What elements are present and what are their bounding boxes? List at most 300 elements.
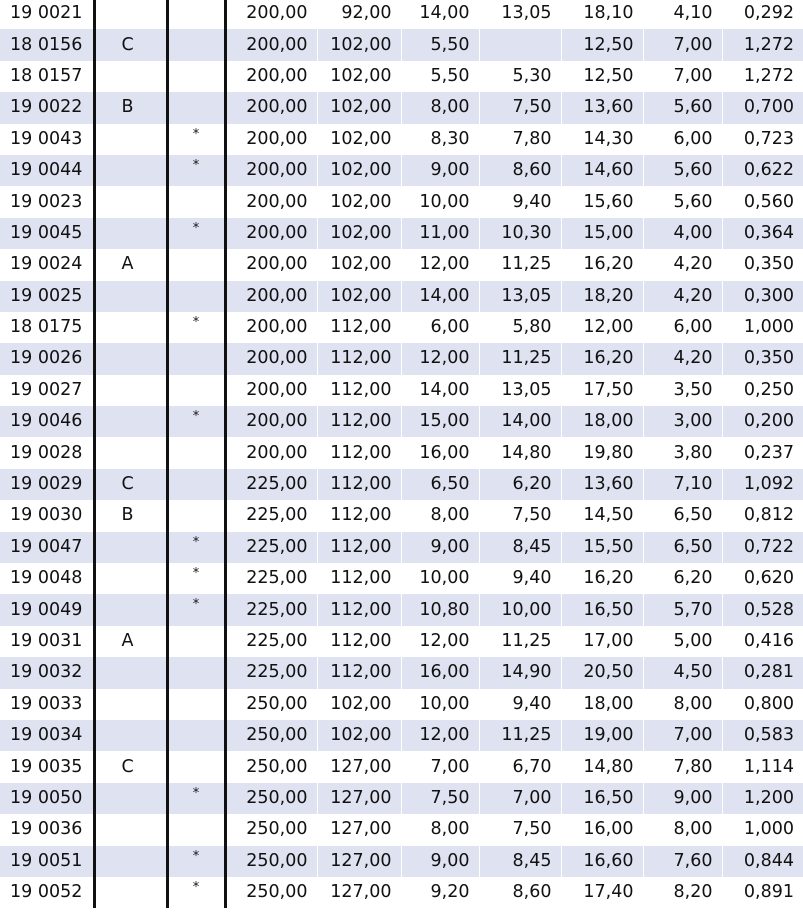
dim-d-cell: 14,90 bbox=[479, 657, 561, 688]
table-row bbox=[0, 469, 803, 500]
grade-class-cell bbox=[94, 814, 167, 845]
table-row bbox=[0, 406, 803, 437]
item-code-cell: 19 0044 bbox=[0, 155, 94, 186]
ratio-cell: 0,700 bbox=[722, 92, 803, 123]
dim-b-cell: 102,00 bbox=[317, 249, 401, 280]
item-code-cell: 19 0031 bbox=[0, 626, 94, 657]
item-code-cell: 19 0043 bbox=[0, 124, 94, 155]
table-row bbox=[0, 61, 803, 92]
dim-d-cell: 6,20 bbox=[479, 469, 561, 500]
grade-class-cell bbox=[94, 437, 167, 468]
ratio-cell: 0,416 bbox=[722, 626, 803, 657]
dim-b-cell: 112,00 bbox=[317, 500, 401, 531]
dim-e-cell: 17,40 bbox=[561, 877, 643, 908]
item-code-cell: 19 0022 bbox=[0, 92, 94, 123]
item-code-cell: 19 0036 bbox=[0, 814, 94, 845]
marker-cell: * bbox=[167, 312, 225, 343]
dim-f-cell: 7,60 bbox=[643, 846, 722, 877]
grade-class-cell bbox=[94, 877, 167, 908]
dim-b-cell: 112,00 bbox=[317, 594, 401, 625]
marker-cell bbox=[167, 657, 225, 688]
grade-class-cell bbox=[94, 657, 167, 688]
dim-d-cell: 5,80 bbox=[479, 312, 561, 343]
ratio-cell: 0,350 bbox=[722, 343, 803, 374]
dim-a-cell: 200,00 bbox=[225, 406, 317, 437]
item-code-cell: 19 0045 bbox=[0, 218, 94, 249]
dim-b-cell: 102,00 bbox=[317, 124, 401, 155]
dim-f-cell: 5,70 bbox=[643, 594, 722, 625]
table-row bbox=[0, 281, 803, 312]
ratio-cell: 0,722 bbox=[722, 532, 803, 563]
marker-cell bbox=[167, 437, 225, 468]
dim-b-cell: 102,00 bbox=[317, 720, 401, 751]
table-row bbox=[0, 437, 803, 468]
dim-b-cell: 127,00 bbox=[317, 877, 401, 908]
dim-e-cell: 14,80 bbox=[561, 751, 643, 782]
table-row bbox=[0, 626, 803, 657]
table-row bbox=[0, 594, 803, 625]
marker-cell: * bbox=[167, 783, 225, 814]
dim-a-cell: 200,00 bbox=[225, 437, 317, 468]
dim-e-cell: 12,50 bbox=[561, 61, 643, 92]
table-row bbox=[0, 249, 803, 280]
dim-e-cell: 17,50 bbox=[561, 375, 643, 406]
dim-d-cell: 14,80 bbox=[479, 437, 561, 468]
dim-b-cell: 127,00 bbox=[317, 751, 401, 782]
dim-a-cell: 200,00 bbox=[225, 29, 317, 60]
dim-e-cell: 16,20 bbox=[561, 249, 643, 280]
dim-d-cell: 14,00 bbox=[479, 406, 561, 437]
dim-b-cell: 102,00 bbox=[317, 155, 401, 186]
dim-b-cell: 112,00 bbox=[317, 563, 401, 594]
item-code-cell: 19 0025 bbox=[0, 281, 94, 312]
dim-c-cell: 12,00 bbox=[401, 343, 479, 374]
ratio-cell: 1,000 bbox=[722, 312, 803, 343]
dim-e-cell: 16,20 bbox=[561, 343, 643, 374]
dim-a-cell: 250,00 bbox=[225, 783, 317, 814]
dim-f-cell: 4,00 bbox=[643, 218, 722, 249]
dim-a-cell: 200,00 bbox=[225, 375, 317, 406]
dim-b-cell: 102,00 bbox=[317, 186, 401, 217]
dim-b-cell: 112,00 bbox=[317, 437, 401, 468]
dim-a-cell: 225,00 bbox=[225, 500, 317, 531]
dim-f-cell: 8,00 bbox=[643, 689, 722, 720]
ratio-cell: 0,622 bbox=[722, 155, 803, 186]
marker-cell bbox=[167, 281, 225, 312]
marker-cell bbox=[167, 500, 225, 531]
dim-d-cell: 11,25 bbox=[479, 720, 561, 751]
item-code-cell: 18 0175 bbox=[0, 312, 94, 343]
table-row bbox=[0, 563, 803, 594]
marker-cell bbox=[167, 249, 225, 280]
dim-a-cell: 225,00 bbox=[225, 532, 317, 563]
grade-class-cell bbox=[94, 563, 167, 594]
item-code-cell: 19 0028 bbox=[0, 437, 94, 468]
dim-a-cell: 225,00 bbox=[225, 469, 317, 500]
item-code-cell: 19 0023 bbox=[0, 186, 94, 217]
ratio-cell: 0,350 bbox=[722, 249, 803, 280]
dim-c-cell: 16,00 bbox=[401, 437, 479, 468]
item-code-cell: 19 0033 bbox=[0, 689, 94, 720]
dim-f-cell: 7,80 bbox=[643, 751, 722, 782]
item-code-cell: 19 0027 bbox=[0, 375, 94, 406]
dim-f-cell: 5,60 bbox=[643, 155, 722, 186]
grade-class-cell bbox=[94, 689, 167, 720]
dim-a-cell: 225,00 bbox=[225, 626, 317, 657]
ratio-cell: 0,300 bbox=[722, 281, 803, 312]
ratio-cell: 1,272 bbox=[722, 29, 803, 60]
dim-c-cell: 10,00 bbox=[401, 186, 479, 217]
dim-b-cell: 102,00 bbox=[317, 29, 401, 60]
marker-cell: * bbox=[167, 846, 225, 877]
dim-b-cell: 102,00 bbox=[317, 689, 401, 720]
dim-e-cell: 19,80 bbox=[561, 437, 643, 468]
marker-cell bbox=[167, 375, 225, 406]
marker-cell bbox=[167, 751, 225, 782]
item-code-cell: 19 0024 bbox=[0, 249, 94, 280]
grade-class-cell: B bbox=[94, 500, 167, 531]
dim-c-cell: 9,00 bbox=[401, 532, 479, 563]
item-code-cell: 19 0030 bbox=[0, 500, 94, 531]
table-row bbox=[0, 155, 803, 186]
table-row bbox=[0, 218, 803, 249]
grade-class-cell bbox=[94, 312, 167, 343]
dim-d-cell: 9,40 bbox=[479, 186, 561, 217]
dim-d-cell: 11,25 bbox=[479, 626, 561, 657]
ratio-cell: 1,272 bbox=[722, 61, 803, 92]
dim-f-cell: 9,00 bbox=[643, 783, 722, 814]
dim-f-cell: 6,00 bbox=[643, 312, 722, 343]
dim-f-cell: 3,00 bbox=[643, 406, 722, 437]
table-row bbox=[0, 783, 803, 814]
dim-a-cell: 250,00 bbox=[225, 751, 317, 782]
dim-e-cell: 20,50 bbox=[561, 657, 643, 688]
item-code-cell: 19 0026 bbox=[0, 343, 94, 374]
ratio-cell: 0,292 bbox=[722, 0, 803, 29]
marker-cell bbox=[167, 29, 225, 60]
marker-cell: * bbox=[167, 218, 225, 249]
dim-a-cell: 200,00 bbox=[225, 281, 317, 312]
ratio-cell: 0,237 bbox=[722, 437, 803, 468]
dim-c-cell: 8,00 bbox=[401, 814, 479, 845]
dim-f-cell: 7,00 bbox=[643, 61, 722, 92]
dim-b-cell: 112,00 bbox=[317, 626, 401, 657]
dim-f-cell: 4,20 bbox=[643, 343, 722, 374]
ratio-cell: 0,250 bbox=[722, 375, 803, 406]
grade-class-cell bbox=[94, 186, 167, 217]
dim-f-cell: 5,60 bbox=[643, 92, 722, 123]
dim-b-cell: 112,00 bbox=[317, 469, 401, 500]
dim-d-cell: 5,30 bbox=[479, 61, 561, 92]
dim-c-cell: 14,00 bbox=[401, 375, 479, 406]
dim-a-cell: 200,00 bbox=[225, 249, 317, 280]
dim-e-cell: 16,00 bbox=[561, 814, 643, 845]
dim-a-cell: 200,00 bbox=[225, 0, 317, 29]
dim-f-cell: 7,00 bbox=[643, 29, 722, 60]
grade-class-cell bbox=[94, 783, 167, 814]
item-code-cell: 19 0034 bbox=[0, 720, 94, 751]
marker-cell: * bbox=[167, 532, 225, 563]
dim-c-cell: 8,00 bbox=[401, 500, 479, 531]
grade-class-cell: C bbox=[94, 29, 167, 60]
dim-f-cell: 4,20 bbox=[643, 249, 722, 280]
item-code-cell: 19 0048 bbox=[0, 563, 94, 594]
dim-d-cell: 11,25 bbox=[479, 343, 561, 374]
grade-class-cell bbox=[94, 594, 167, 625]
dim-a-cell: 250,00 bbox=[225, 846, 317, 877]
marker-cell bbox=[167, 61, 225, 92]
dim-c-cell: 12,00 bbox=[401, 249, 479, 280]
table-row bbox=[0, 186, 803, 217]
dim-f-cell: 6,00 bbox=[643, 124, 722, 155]
grade-class-cell: B bbox=[94, 92, 167, 123]
dim-d-cell: 13,05 bbox=[479, 0, 561, 29]
dim-d-cell: 8,60 bbox=[479, 155, 561, 186]
dim-d-cell: 8,60 bbox=[479, 877, 561, 908]
dim-e-cell: 15,50 bbox=[561, 532, 643, 563]
item-code-cell: 19 0029 bbox=[0, 469, 94, 500]
dim-e-cell: 16,20 bbox=[561, 563, 643, 594]
dim-a-cell: 225,00 bbox=[225, 563, 317, 594]
grade-class-cell bbox=[94, 0, 167, 29]
dim-d-cell: 10,00 bbox=[479, 594, 561, 625]
table-row bbox=[0, 312, 803, 343]
table-row bbox=[0, 657, 803, 688]
dim-b-cell: 92,00 bbox=[317, 0, 401, 29]
ratio-cell: 0,800 bbox=[722, 689, 803, 720]
dim-f-cell: 6,50 bbox=[643, 500, 722, 531]
item-code-cell: 19 0050 bbox=[0, 783, 94, 814]
dim-b-cell: 112,00 bbox=[317, 657, 401, 688]
ratio-cell: 1,000 bbox=[722, 814, 803, 845]
dim-c-cell: 10,00 bbox=[401, 689, 479, 720]
item-code-cell: 19 0049 bbox=[0, 594, 94, 625]
dim-e-cell: 18,00 bbox=[561, 406, 643, 437]
dim-b-cell: 127,00 bbox=[317, 814, 401, 845]
dim-b-cell: 112,00 bbox=[317, 375, 401, 406]
dim-a-cell: 250,00 bbox=[225, 814, 317, 845]
grade-class-cell: C bbox=[94, 469, 167, 500]
dim-c-cell: 8,00 bbox=[401, 92, 479, 123]
dim-b-cell: 112,00 bbox=[317, 532, 401, 563]
dim-f-cell: 6,20 bbox=[643, 563, 722, 594]
dim-d-cell bbox=[479, 29, 561, 60]
dim-d-cell: 7,00 bbox=[479, 783, 561, 814]
dim-d-cell: 7,50 bbox=[479, 92, 561, 123]
table-row bbox=[0, 877, 803, 908]
dim-f-cell: 8,20 bbox=[643, 877, 722, 908]
dim-e-cell: 15,60 bbox=[561, 186, 643, 217]
dim-a-cell: 200,00 bbox=[225, 186, 317, 217]
marker-cell bbox=[167, 689, 225, 720]
dim-e-cell: 16,50 bbox=[561, 594, 643, 625]
item-code-cell: 19 0046 bbox=[0, 406, 94, 437]
dim-c-cell: 9,00 bbox=[401, 155, 479, 186]
dim-f-cell: 6,50 bbox=[643, 532, 722, 563]
ratio-cell: 0,364 bbox=[722, 218, 803, 249]
grade-class-cell bbox=[94, 343, 167, 374]
table-row bbox=[0, 500, 803, 531]
dim-c-cell: 9,00 bbox=[401, 846, 479, 877]
dim-c-cell: 14,00 bbox=[401, 0, 479, 29]
dim-c-cell: 10,00 bbox=[401, 563, 479, 594]
dim-d-cell: 9,40 bbox=[479, 563, 561, 594]
grade-class-cell bbox=[94, 406, 167, 437]
table-row bbox=[0, 814, 803, 845]
dim-d-cell: 6,70 bbox=[479, 751, 561, 782]
dim-c-cell: 6,00 bbox=[401, 312, 479, 343]
dim-e-cell: 18,00 bbox=[561, 689, 643, 720]
dim-e-cell: 12,50 bbox=[561, 29, 643, 60]
ratio-cell: 0,200 bbox=[722, 406, 803, 437]
marker-cell bbox=[167, 0, 225, 29]
dim-e-cell: 12,00 bbox=[561, 312, 643, 343]
dim-a-cell: 250,00 bbox=[225, 877, 317, 908]
ratio-cell: 0,281 bbox=[722, 657, 803, 688]
ratio-cell: 1,092 bbox=[722, 469, 803, 500]
dim-a-cell: 200,00 bbox=[225, 124, 317, 155]
grade-class-cell bbox=[94, 720, 167, 751]
dim-a-cell: 200,00 bbox=[225, 312, 317, 343]
item-code-cell: 19 0032 bbox=[0, 657, 94, 688]
grade-class-cell bbox=[94, 375, 167, 406]
marker-cell bbox=[167, 626, 225, 657]
grade-class-cell bbox=[94, 155, 167, 186]
item-code-cell: 19 0035 bbox=[0, 751, 94, 782]
marker-cell: * bbox=[167, 563, 225, 594]
item-code-cell: 19 0047 bbox=[0, 532, 94, 563]
dim-e-cell: 14,50 bbox=[561, 500, 643, 531]
table-row bbox=[0, 0, 803, 29]
dim-e-cell: 16,50 bbox=[561, 783, 643, 814]
dim-d-cell: 9,40 bbox=[479, 689, 561, 720]
ratio-cell: 0,620 bbox=[722, 563, 803, 594]
dim-c-cell: 7,00 bbox=[401, 751, 479, 782]
dim-b-cell: 112,00 bbox=[317, 343, 401, 374]
dim-d-cell: 8,45 bbox=[479, 532, 561, 563]
dim-e-cell: 17,00 bbox=[561, 626, 643, 657]
dim-c-cell: 11,00 bbox=[401, 218, 479, 249]
dim-b-cell: 112,00 bbox=[317, 312, 401, 343]
table-row bbox=[0, 751, 803, 782]
dim-f-cell: 3,50 bbox=[643, 375, 722, 406]
table-row bbox=[0, 343, 803, 374]
dim-a-cell: 200,00 bbox=[225, 92, 317, 123]
marker-cell: * bbox=[167, 124, 225, 155]
dim-f-cell: 4,10 bbox=[643, 0, 722, 29]
ratio-cell: 0,723 bbox=[722, 124, 803, 155]
dim-c-cell: 9,20 bbox=[401, 877, 479, 908]
ratio-cell: 0,560 bbox=[722, 186, 803, 217]
grade-class-cell: A bbox=[94, 626, 167, 657]
marker-cell: * bbox=[167, 594, 225, 625]
dim-e-cell: 14,60 bbox=[561, 155, 643, 186]
ratio-cell: 0,528 bbox=[722, 594, 803, 625]
marker-cell bbox=[167, 186, 225, 217]
grade-class-cell: A bbox=[94, 249, 167, 280]
dim-a-cell: 225,00 bbox=[225, 594, 317, 625]
ratio-cell: 0,812 bbox=[722, 500, 803, 531]
dim-a-cell: 200,00 bbox=[225, 218, 317, 249]
marker-cell bbox=[167, 92, 225, 123]
grade-class-cell: C bbox=[94, 751, 167, 782]
table-row bbox=[0, 532, 803, 563]
marker-cell bbox=[167, 343, 225, 374]
dim-c-cell: 14,00 bbox=[401, 281, 479, 312]
table-row bbox=[0, 92, 803, 123]
dim-c-cell: 15,00 bbox=[401, 406, 479, 437]
ratio-cell: 0,844 bbox=[722, 846, 803, 877]
item-code-cell: 19 0021 bbox=[0, 0, 94, 29]
dim-d-cell: 7,80 bbox=[479, 124, 561, 155]
dim-a-cell: 200,00 bbox=[225, 343, 317, 374]
table-row bbox=[0, 689, 803, 720]
dim-f-cell: 5,00 bbox=[643, 626, 722, 657]
dim-e-cell: 16,60 bbox=[561, 846, 643, 877]
dim-c-cell: 6,50 bbox=[401, 469, 479, 500]
dim-c-cell: 8,30 bbox=[401, 124, 479, 155]
marker-cell: * bbox=[167, 877, 225, 908]
table-row bbox=[0, 720, 803, 751]
dim-c-cell: 12,00 bbox=[401, 626, 479, 657]
dim-d-cell: 11,25 bbox=[479, 249, 561, 280]
dim-e-cell: 13,60 bbox=[561, 92, 643, 123]
dim-e-cell: 18,10 bbox=[561, 0, 643, 29]
ratio-cell: 0,891 bbox=[722, 877, 803, 908]
dim-d-cell: 7,50 bbox=[479, 814, 561, 845]
dim-f-cell: 4,50 bbox=[643, 657, 722, 688]
dim-b-cell: 102,00 bbox=[317, 92, 401, 123]
dim-c-cell: 5,50 bbox=[401, 61, 479, 92]
marker-cell: * bbox=[167, 406, 225, 437]
marker-cell bbox=[167, 469, 225, 500]
table-row bbox=[0, 124, 803, 155]
item-code-cell: 18 0156 bbox=[0, 29, 94, 60]
dim-c-cell: 12,00 bbox=[401, 720, 479, 751]
dim-a-cell: 225,00 bbox=[225, 657, 317, 688]
dim-e-cell: 15,00 bbox=[561, 218, 643, 249]
ratio-cell: 1,200 bbox=[722, 783, 803, 814]
item-code-cell: 19 0052 bbox=[0, 877, 94, 908]
dim-d-cell: 10,30 bbox=[479, 218, 561, 249]
table-row bbox=[0, 375, 803, 406]
dim-b-cell: 102,00 bbox=[317, 218, 401, 249]
dim-b-cell: 102,00 bbox=[317, 61, 401, 92]
marker-cell: * bbox=[167, 155, 225, 186]
marker-cell bbox=[167, 814, 225, 845]
dim-b-cell: 102,00 bbox=[317, 281, 401, 312]
item-code-cell: 18 0157 bbox=[0, 61, 94, 92]
dim-e-cell: 13,60 bbox=[561, 469, 643, 500]
dim-b-cell: 127,00 bbox=[317, 783, 401, 814]
grade-class-cell bbox=[94, 124, 167, 155]
ratio-cell: 1,114 bbox=[722, 751, 803, 782]
dim-f-cell: 7,10 bbox=[643, 469, 722, 500]
dim-a-cell: 200,00 bbox=[225, 155, 317, 186]
grade-class-cell bbox=[94, 61, 167, 92]
dim-c-cell: 5,50 bbox=[401, 29, 479, 60]
dim-a-cell: 250,00 bbox=[225, 720, 317, 751]
marker-cell bbox=[167, 720, 225, 751]
table-row bbox=[0, 846, 803, 877]
grade-class-cell bbox=[94, 846, 167, 877]
dim-f-cell: 8,00 bbox=[643, 814, 722, 845]
dim-c-cell: 7,50 bbox=[401, 783, 479, 814]
dim-f-cell: 5,60 bbox=[643, 186, 722, 217]
grade-class-cell bbox=[94, 281, 167, 312]
dim-a-cell: 250,00 bbox=[225, 689, 317, 720]
dim-e-cell: 14,30 bbox=[561, 124, 643, 155]
